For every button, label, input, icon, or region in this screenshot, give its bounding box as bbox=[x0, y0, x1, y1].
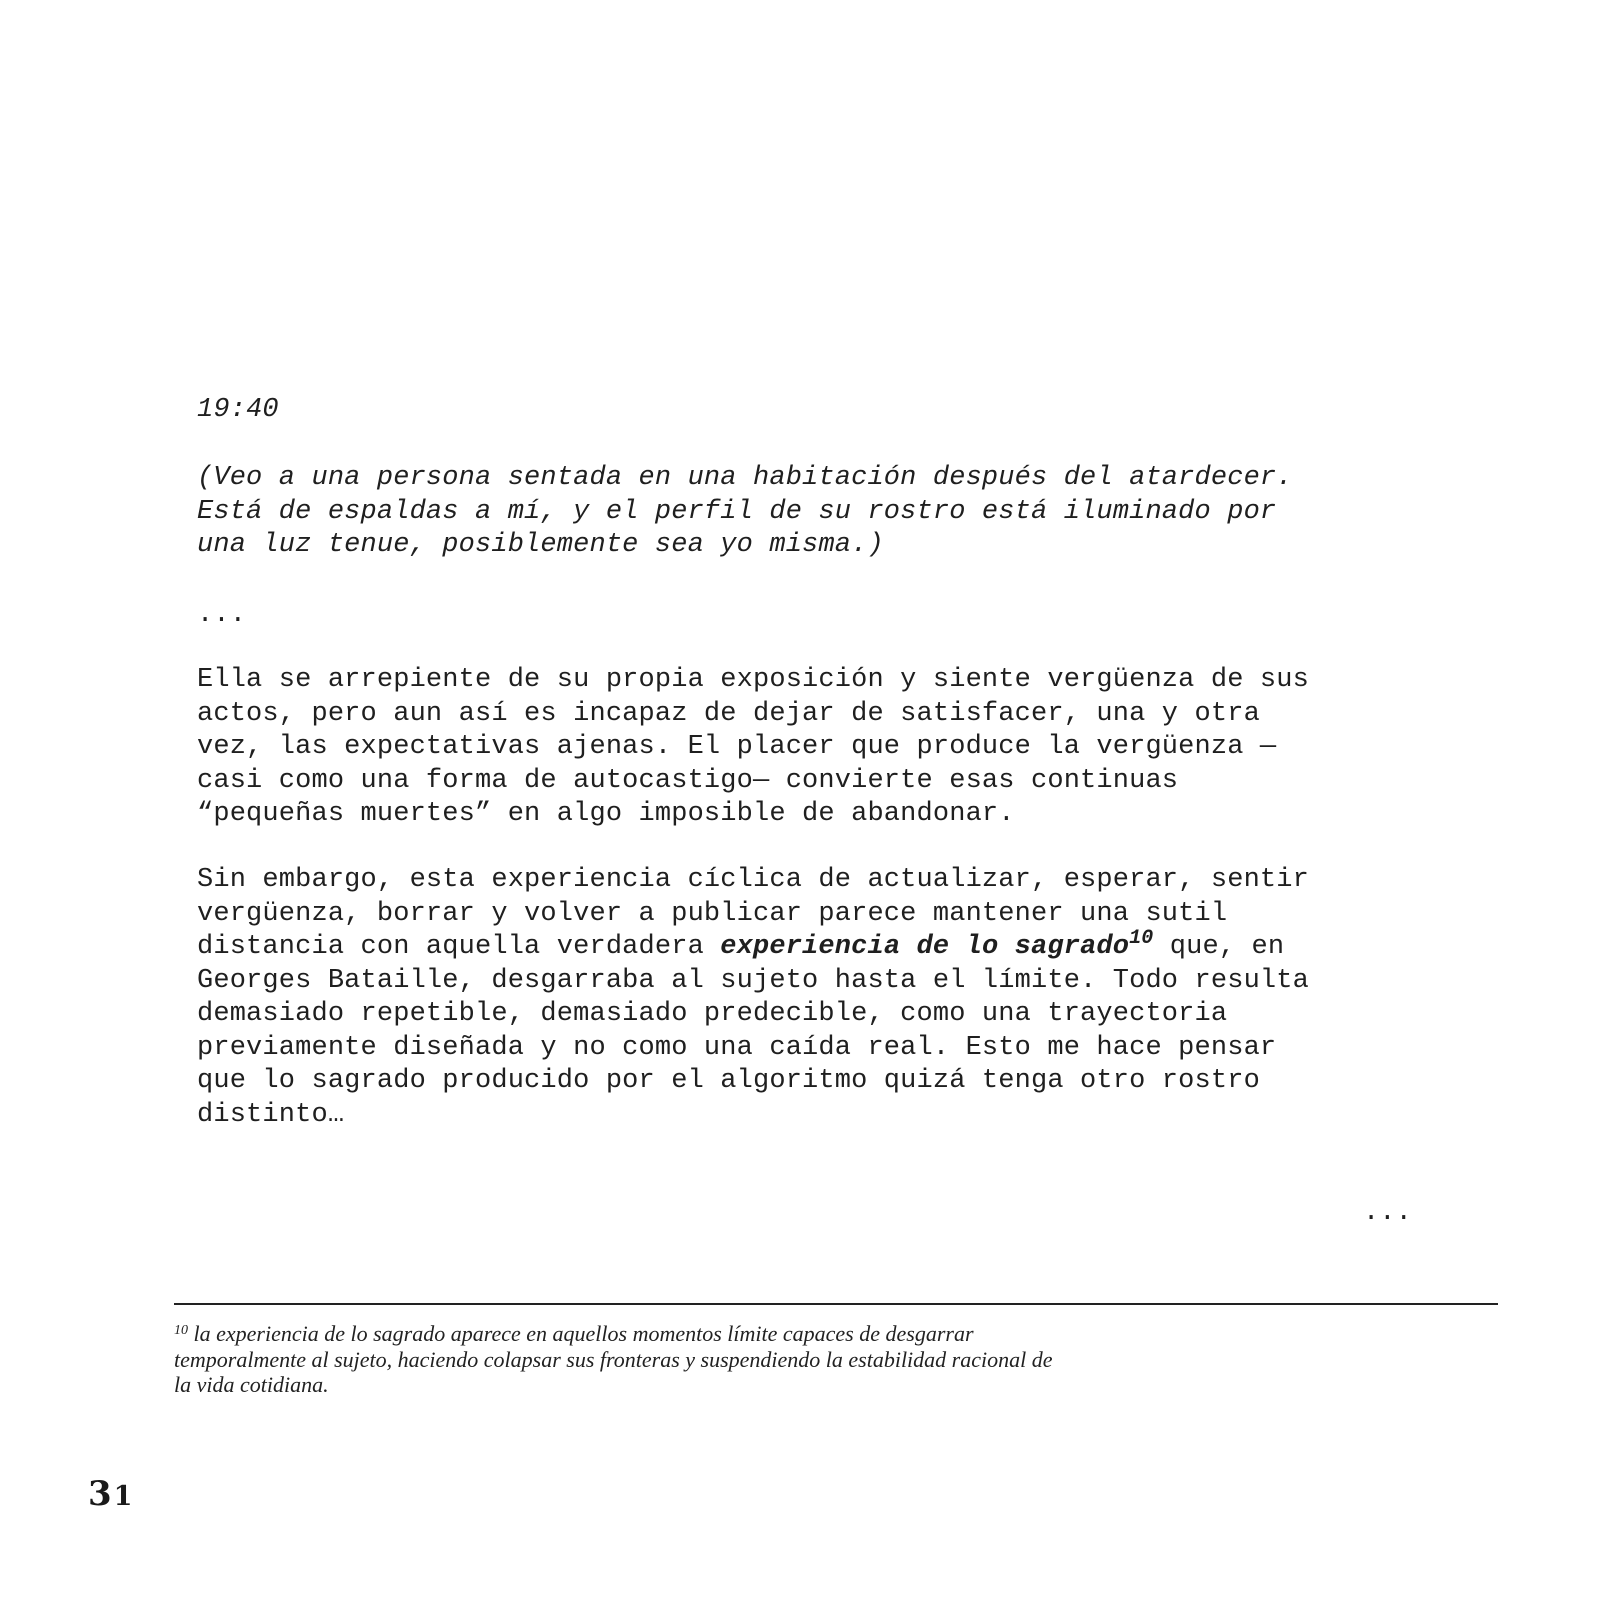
page-number-second-digit: 1 bbox=[113, 1481, 135, 1512]
footnote-divider bbox=[174, 1303, 1498, 1305]
footnote-reference: 10 bbox=[1129, 927, 1154, 950]
ellipsis-separator: ... bbox=[197, 600, 247, 630]
scene-description: (Veo a una persona sentada en una habitación después del atardecer. Está de espaldas a mí, y el perfil de su rostro está iluminado por una luz tenue, posiblemente sea yo misma.) bbox=[197, 463, 1293, 560]
page-number bbox=[88, 1474, 134, 1517]
highlighted-term bbox=[720, 927, 1154, 962]
body-paragraph-2 bbox=[197, 864, 1457, 1132]
page-number-first-digit: 3 bbox=[88, 1474, 114, 1514]
footnote bbox=[174, 1321, 1174, 1398]
paragraph-2-text-after: que, en Georges Bataille, desgarraba al sujeto hasta el límite. Todo resulta demasiado repetible, demasiado predecible, como una trayectoria previamente diseñada y no como una caída real. Esto me hace pensar que lo sagrado producido por el algoritmo quizá tenga otro rostro distinto… bbox=[197, 932, 1309, 1130]
footnote-number: 10 bbox=[174, 1323, 188, 1338]
paragraph-2-text-before: Sin embargo, esta experiencia cíclica de actualizar, esperar, sentir vergüenza, borrar y volver a publicar parece mantener una sutil distancia con aquella verdadera bbox=[197, 865, 1309, 962]
footnote-text: la experiencia de lo sagrado aparece en aquellos momentos límite capaces de desgarrar temporalmente al sujeto, haciendo colapsar sus fronteras y suspendiendo la estabilidad racional de la vida cotidiana. bbox=[174, 1321, 1053, 1397]
entry-time: 19:40 bbox=[197, 395, 279, 425]
closing-ellipsis: ... bbox=[1362, 1198, 1412, 1228]
body-paragraph-1: Ella se arrepiente de su propia exposición y siente vergüenza de sus actos, pero aun así es incapaz de dejar de satisfacer, una y otra vez, las expectativas ajenas. El placer que produce la vergüenza — casi como una forma de autocastigo— convierte esas continuas “pequeñas muertes” en algo imposible de abandonar. bbox=[197, 665, 1309, 829]
highlighted-term-text: experiencia de lo sagrado bbox=[720, 932, 1130, 962]
